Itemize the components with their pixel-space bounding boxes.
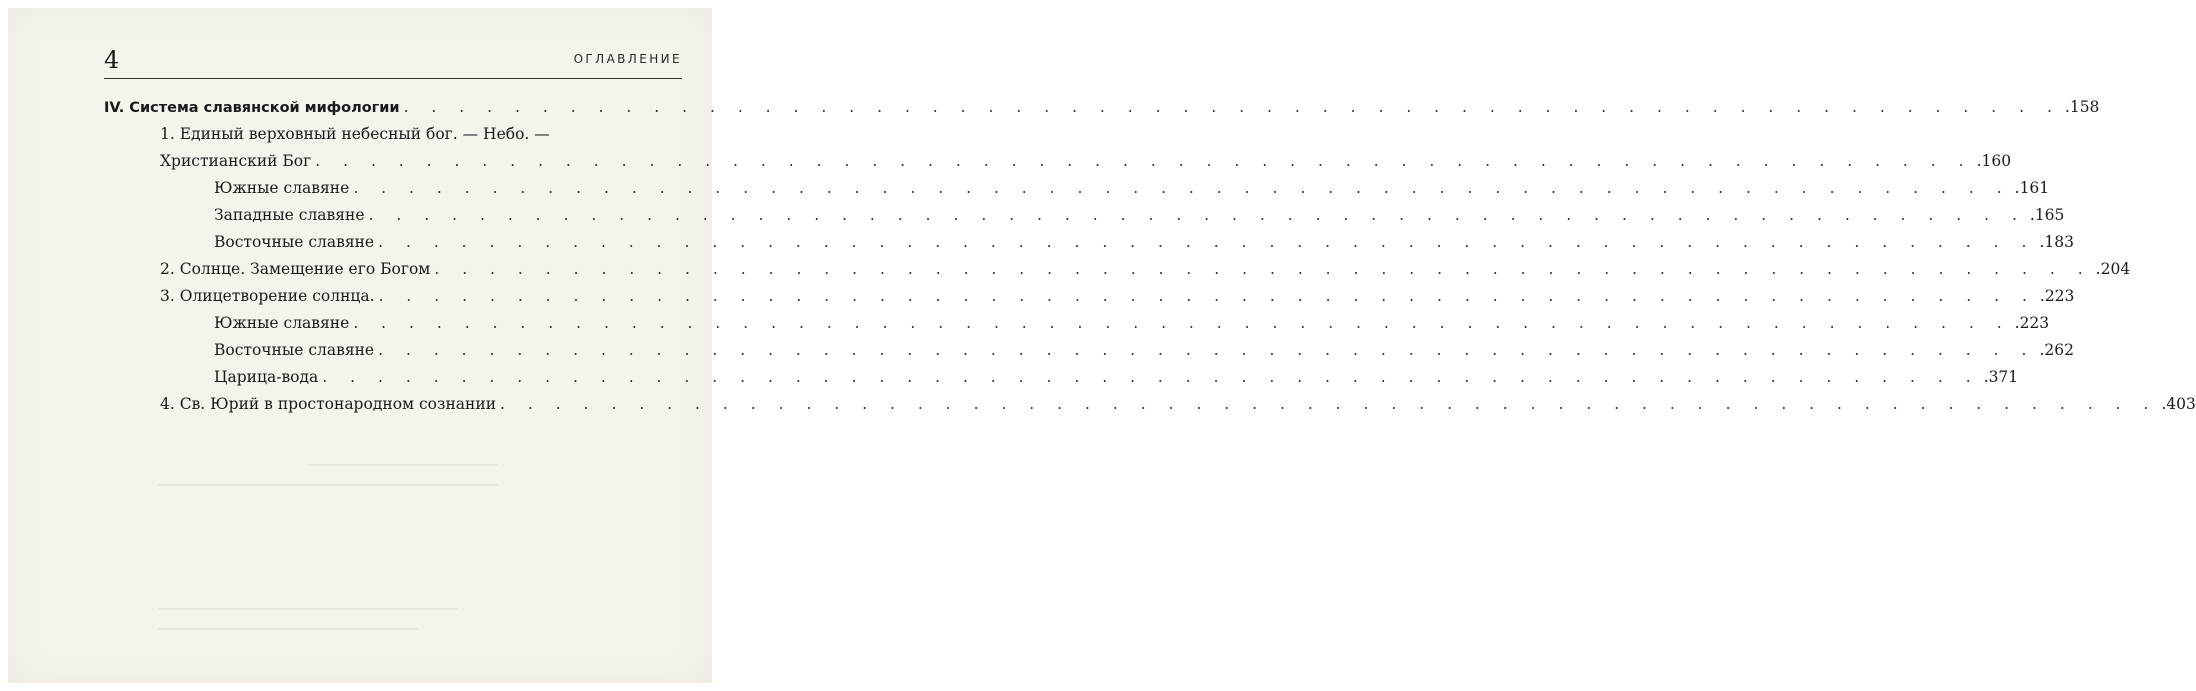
page-header xyxy=(104,46,682,74)
dot-leader: . . . . . . . . . . . . . . . . . . . . . . . . . . . . . . . . . . . . . . . . . . . . . . . . . . . . . . . . . . . . xyxy=(434,260,2092,278)
toc-entry-title: 4. Св. Юрий в простонародном сознании xyxy=(160,395,497,413)
toc-entry-title: Христианский Бог xyxy=(160,152,312,170)
toc-entry-page: .403 xyxy=(2161,395,2196,413)
dot-leader: . . . . . . . . . . . . . . . . . . . . . . . . . . . . . . . . . . . . . . . . . . . . . . . . . . . . . . . . . . . . xyxy=(378,341,2036,359)
toc-entry xyxy=(104,310,2050,337)
toc-entry-page: .158 xyxy=(2064,98,2100,116)
book-page xyxy=(8,8,2196,683)
dot-leader: . . . . . . . . . . . . . . . . . . . . . . . . . . . . . . . . . . . . . . . . . . . . . . . . . . . . . . . . . . . . xyxy=(378,287,2036,305)
toc-entry-title: 3. Олицетворение солнца. xyxy=(160,287,375,305)
toc-entry-title: Южные славяне xyxy=(214,314,350,332)
dot-leader: . . . . . . . . . . . . . . . . . . . . . . . . . . . . . . . . . . . . . . . . . . . . . . . . . . . . . . . . . . . . xyxy=(322,368,1980,386)
toc-entry xyxy=(104,337,2074,364)
bleed-through-line xyxy=(308,464,498,466)
toc-entry-page: .371 xyxy=(1983,368,2019,386)
header-rule xyxy=(104,78,682,79)
table-of-contents xyxy=(104,94,2196,418)
toc-entry-title: Южные славяне xyxy=(214,179,350,197)
toc-entry xyxy=(104,283,2075,310)
bleed-through-line xyxy=(158,628,418,630)
dot-leader: . . . . . . . . . . . . . . . . . . . . . . . . . . . . . . . . . . . . . . . . . . . . . . . . . . . . . . . . . . . . xyxy=(378,233,2036,251)
page-number: 4 xyxy=(104,46,120,74)
toc-entry-page: .223 xyxy=(2014,314,2050,332)
toc-entry-title: Царица-вода xyxy=(214,368,319,386)
dot-leader: . . . . . . . . . . . . . . . . . . . . . . . . . . . . . . . . . . . . . . . . . . . . . . . . . . . . . . . . . . . . xyxy=(353,179,2011,197)
toc-entry-page: .223 xyxy=(2039,287,2075,305)
toc-entry xyxy=(104,175,2050,202)
toc-entry-title: 2. Солнце. Замещение его Богом xyxy=(160,260,431,278)
toc-entry xyxy=(104,94,2100,121)
toc-entry xyxy=(104,391,2196,418)
dot-leader: . . . . . . . . . . . . . . . . . . . . . . . . . . . . . . . . . . . . . . . . . . . . . . . . . . . . . . . . . . . . xyxy=(403,98,2061,116)
toc-entry xyxy=(104,364,2019,391)
toc-entry-page: .161 xyxy=(2014,179,2050,197)
toc-entry-title: 1. Единый верховный небесный бог. — Небо. — xyxy=(160,125,550,143)
dot-leader: . . . . . . . . . . . . . . . . . . . . . . . . . . . . . . . . . . . . . . . . . . . . . . . . . . . . . . . . . . . . xyxy=(315,152,1973,170)
toc-entry-page: .262 xyxy=(2039,341,2074,359)
toc-entry xyxy=(104,148,2012,175)
toc-entry xyxy=(104,121,682,148)
toc-entry-title: Западные славяне xyxy=(214,206,365,224)
toc-entry-page: .204 xyxy=(2095,260,2131,278)
toc-entry-title: IV. Система славянской мифологии xyxy=(104,100,400,116)
bleed-through-line xyxy=(158,608,458,610)
bleed-through-line xyxy=(158,484,498,486)
toc-entry xyxy=(104,229,2074,256)
toc-entry-page: .165 xyxy=(2029,206,2065,224)
dot-leader: . . . . . . . . . . . . . . . . . . . . . . . . . . . . . . . . . . . . . . . . . . . . . . . . . . . . . . . . . . . . xyxy=(500,395,2158,413)
dot-leader: . . . . . . . . . . . . . . . . . . . . . . . . . . . . . . . . . . . . . . . . . . . . . . . . . . . . . . . . . . . . xyxy=(368,206,2026,224)
running-head: ОГЛАВЛЕНИЕ xyxy=(573,52,682,66)
toc-entry-page: .183 xyxy=(2039,233,2074,251)
toc-entry-title: Восточные славяне xyxy=(214,341,375,359)
toc-entry-page: .160 xyxy=(1976,152,2012,170)
toc-entry xyxy=(104,256,2131,283)
toc-entry xyxy=(104,202,2065,229)
toc-entry-title: Восточные славяне xyxy=(214,233,375,251)
dot-leader: . . . . . . . . . . . . . . . . . . . . . . . . . . . . . . . . . . . . . . . . . . . . . . . . . . . . . . . . . . . . xyxy=(353,314,2011,332)
